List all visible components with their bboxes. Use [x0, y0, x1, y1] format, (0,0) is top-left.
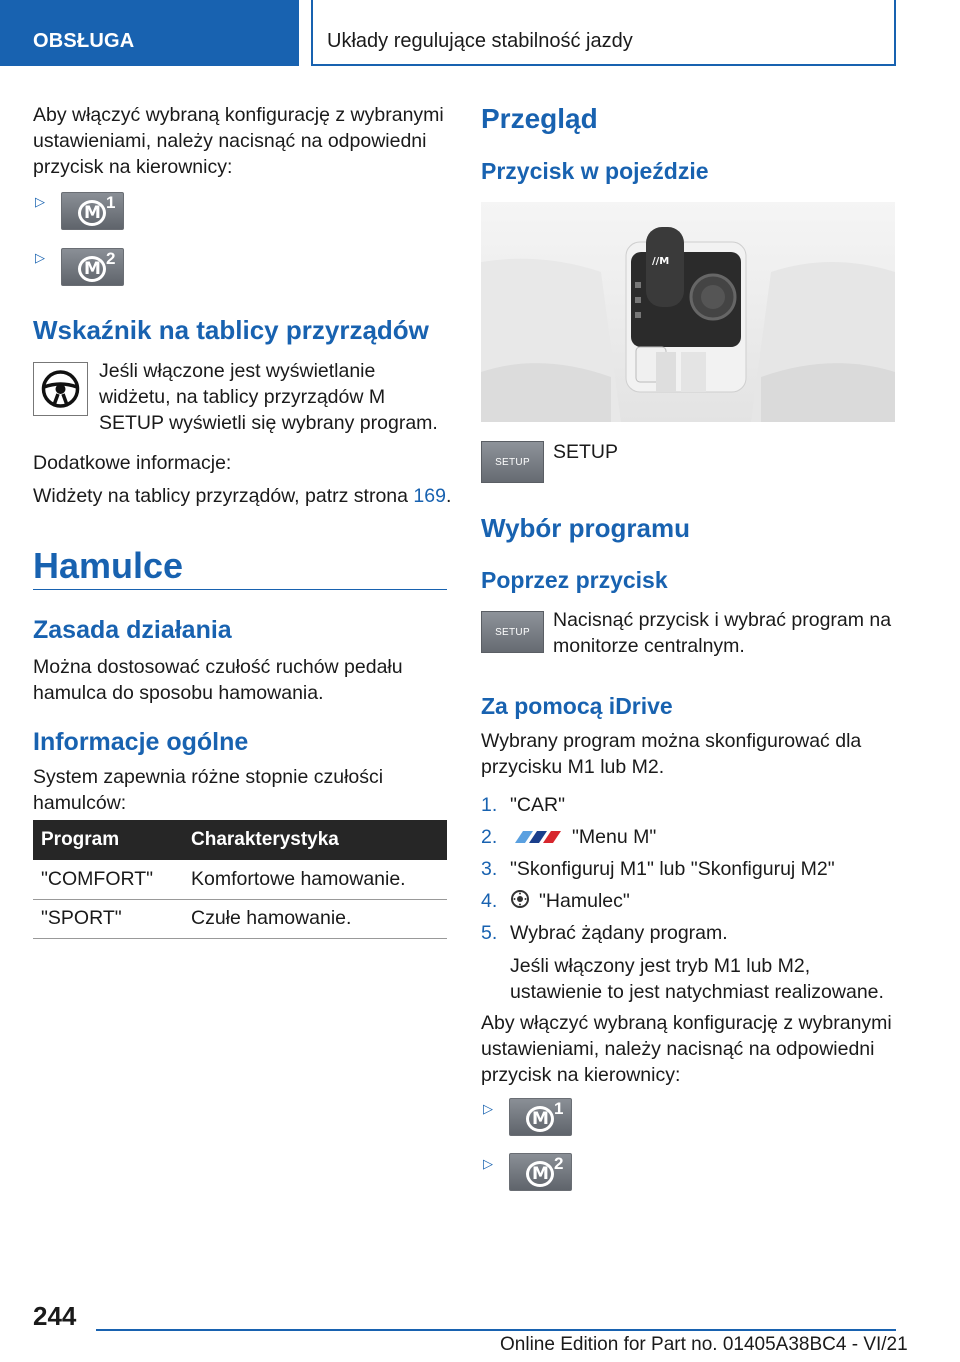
table-cell: "SPORT" — [33, 899, 183, 938]
indicator-text: Jeśli włączone jest wyświetlanie widżetu, na tablicy przyrządów M SETUP wyświetli się wybrany program. — [99, 360, 438, 434]
table-header-cell: Charakterystyka — [183, 820, 447, 860]
setup-caption: SETUP — [553, 441, 619, 463]
center-console-photo — [481, 202, 895, 422]
general-heading: Informacje ogólne — [33, 728, 249, 756]
brake-disc-icon — [510, 889, 530, 909]
m1-button-image: M 1 — [509, 1098, 572, 1136]
via-button-heading: Poprzez przycisk — [481, 567, 668, 593]
list-bullet-icon: ▷ — [483, 1101, 493, 1116]
steering-wheel-icon — [34, 363, 87, 415]
table-row — [33, 899, 447, 938]
step-number: 1. — [481, 794, 498, 816]
chapter-title: Układy regulujące stabilność jazdy — [327, 30, 633, 52]
table-row — [33, 860, 447, 899]
step-number: 2. — [481, 826, 498, 848]
brake-programs-table — [33, 820, 447, 939]
outro-paragraph: Aby włączyć wybraną konfigurację z wybranymi ustawieniami, należy nacisnąć na odpowiedni przycisk na kierownicy: — [481, 1012, 892, 1086]
additional-info-label: Dodatkowe informacje: — [33, 452, 232, 474]
step-number: 5. — [481, 922, 498, 944]
section-tab — [0, 0, 299, 66]
button-heading: Przycisk w pojeździe — [481, 158, 709, 184]
list-bullet-icon: ▷ — [35, 194, 45, 209]
table-cell: Czułe hamowanie. — [183, 899, 447, 938]
page-number: 244 — [33, 1301, 77, 1331]
step-number: 3. — [481, 858, 498, 880]
general-text: System zapewnia różne stopnie czułości hamulców: — [33, 766, 384, 814]
footer-rule — [96, 1329, 896, 1331]
edition-note: Online Edition for Part no. 01405A38BC4 - VI/21 — [500, 1334, 908, 1355]
step-number: 4. — [481, 890, 498, 912]
list-bullet-icon: ▷ — [35, 250, 45, 265]
step-text: "Hamulec" — [539, 890, 630, 912]
section-label: OBSŁUGA — [33, 30, 135, 52]
table-cell: "COMFORT" — [33, 860, 183, 899]
svg-text://M: //M — [652, 256, 670, 267]
indicator-heading: Wskaźnik na tablicy przyrządów — [33, 315, 429, 345]
step-text: "CAR" — [510, 794, 566, 816]
chapter-tab — [311, 0, 896, 66]
brakes-heading: Hamulce — [33, 545, 184, 586]
principle-heading: Zasada działania — [33, 616, 232, 644]
m-logo-icon: M — [526, 1106, 554, 1132]
m-logo-icon: M — [78, 200, 106, 226]
m-stripes-icon — [509, 830, 565, 844]
console-illustration — [481, 202, 895, 422]
idrive-heading: Za pomocą iDrive — [481, 693, 673, 719]
via-button-text: Nacisnąć przycisk i wybrać program na monitorze centralnym. — [553, 609, 892, 657]
step-note: Jeśli włączony jest tryb M1 lub M2, ustawienie to jest natychmiast realizowane. — [510, 955, 884, 1003]
setup-button-image: SETUP — [481, 441, 544, 483]
step-text: "Menu M" — [572, 826, 657, 848]
list-bullet-icon: ▷ — [483, 1156, 493, 1171]
widgets-reference: Widżety na tablicy przyrządów, patrz strona 169. — [33, 485, 452, 507]
m-logo-icon: M — [78, 256, 106, 282]
table-cell: Komfortowe hamowanie. — [183, 860, 447, 899]
step-text: Wybrać żądany program. — [510, 922, 728, 944]
setup-button-image: SETUP — [481, 611, 544, 653]
intro-paragraph: Aby włączyć wybraną konfigurację z wybranymi ustawieniami, należy nacisnąć na odpowiedni przycisk na kierownicy: — [33, 104, 444, 178]
program-heading: Wybór programu — [481, 513, 690, 543]
table-header-row — [33, 820, 447, 860]
m2-button-image: M 2 — [61, 248, 124, 286]
m1-button-image: M 1 — [61, 192, 124, 230]
page-header — [0, 0, 960, 66]
principle-text: Można dostosować czułość ruchów pedału hamulca do sposobu hamowania. — [33, 656, 403, 704]
indicator-icon-box — [33, 362, 88, 416]
m2-button-image: M 2 — [509, 1153, 572, 1191]
step-text: "Skonfiguruj M1" lub "Skonfiguruj M2" — [510, 858, 835, 880]
overview-heading: Przegląd — [481, 103, 598, 134]
heading-rule — [33, 589, 447, 590]
table-header-cell: Program — [33, 820, 183, 860]
idrive-text: Wybrany program można skonfigurować dla przycisku M1 lub M2. — [481, 730, 862, 778]
m-logo-icon: M — [526, 1161, 554, 1187]
page-link[interactable]: 169 — [413, 485, 446, 507]
